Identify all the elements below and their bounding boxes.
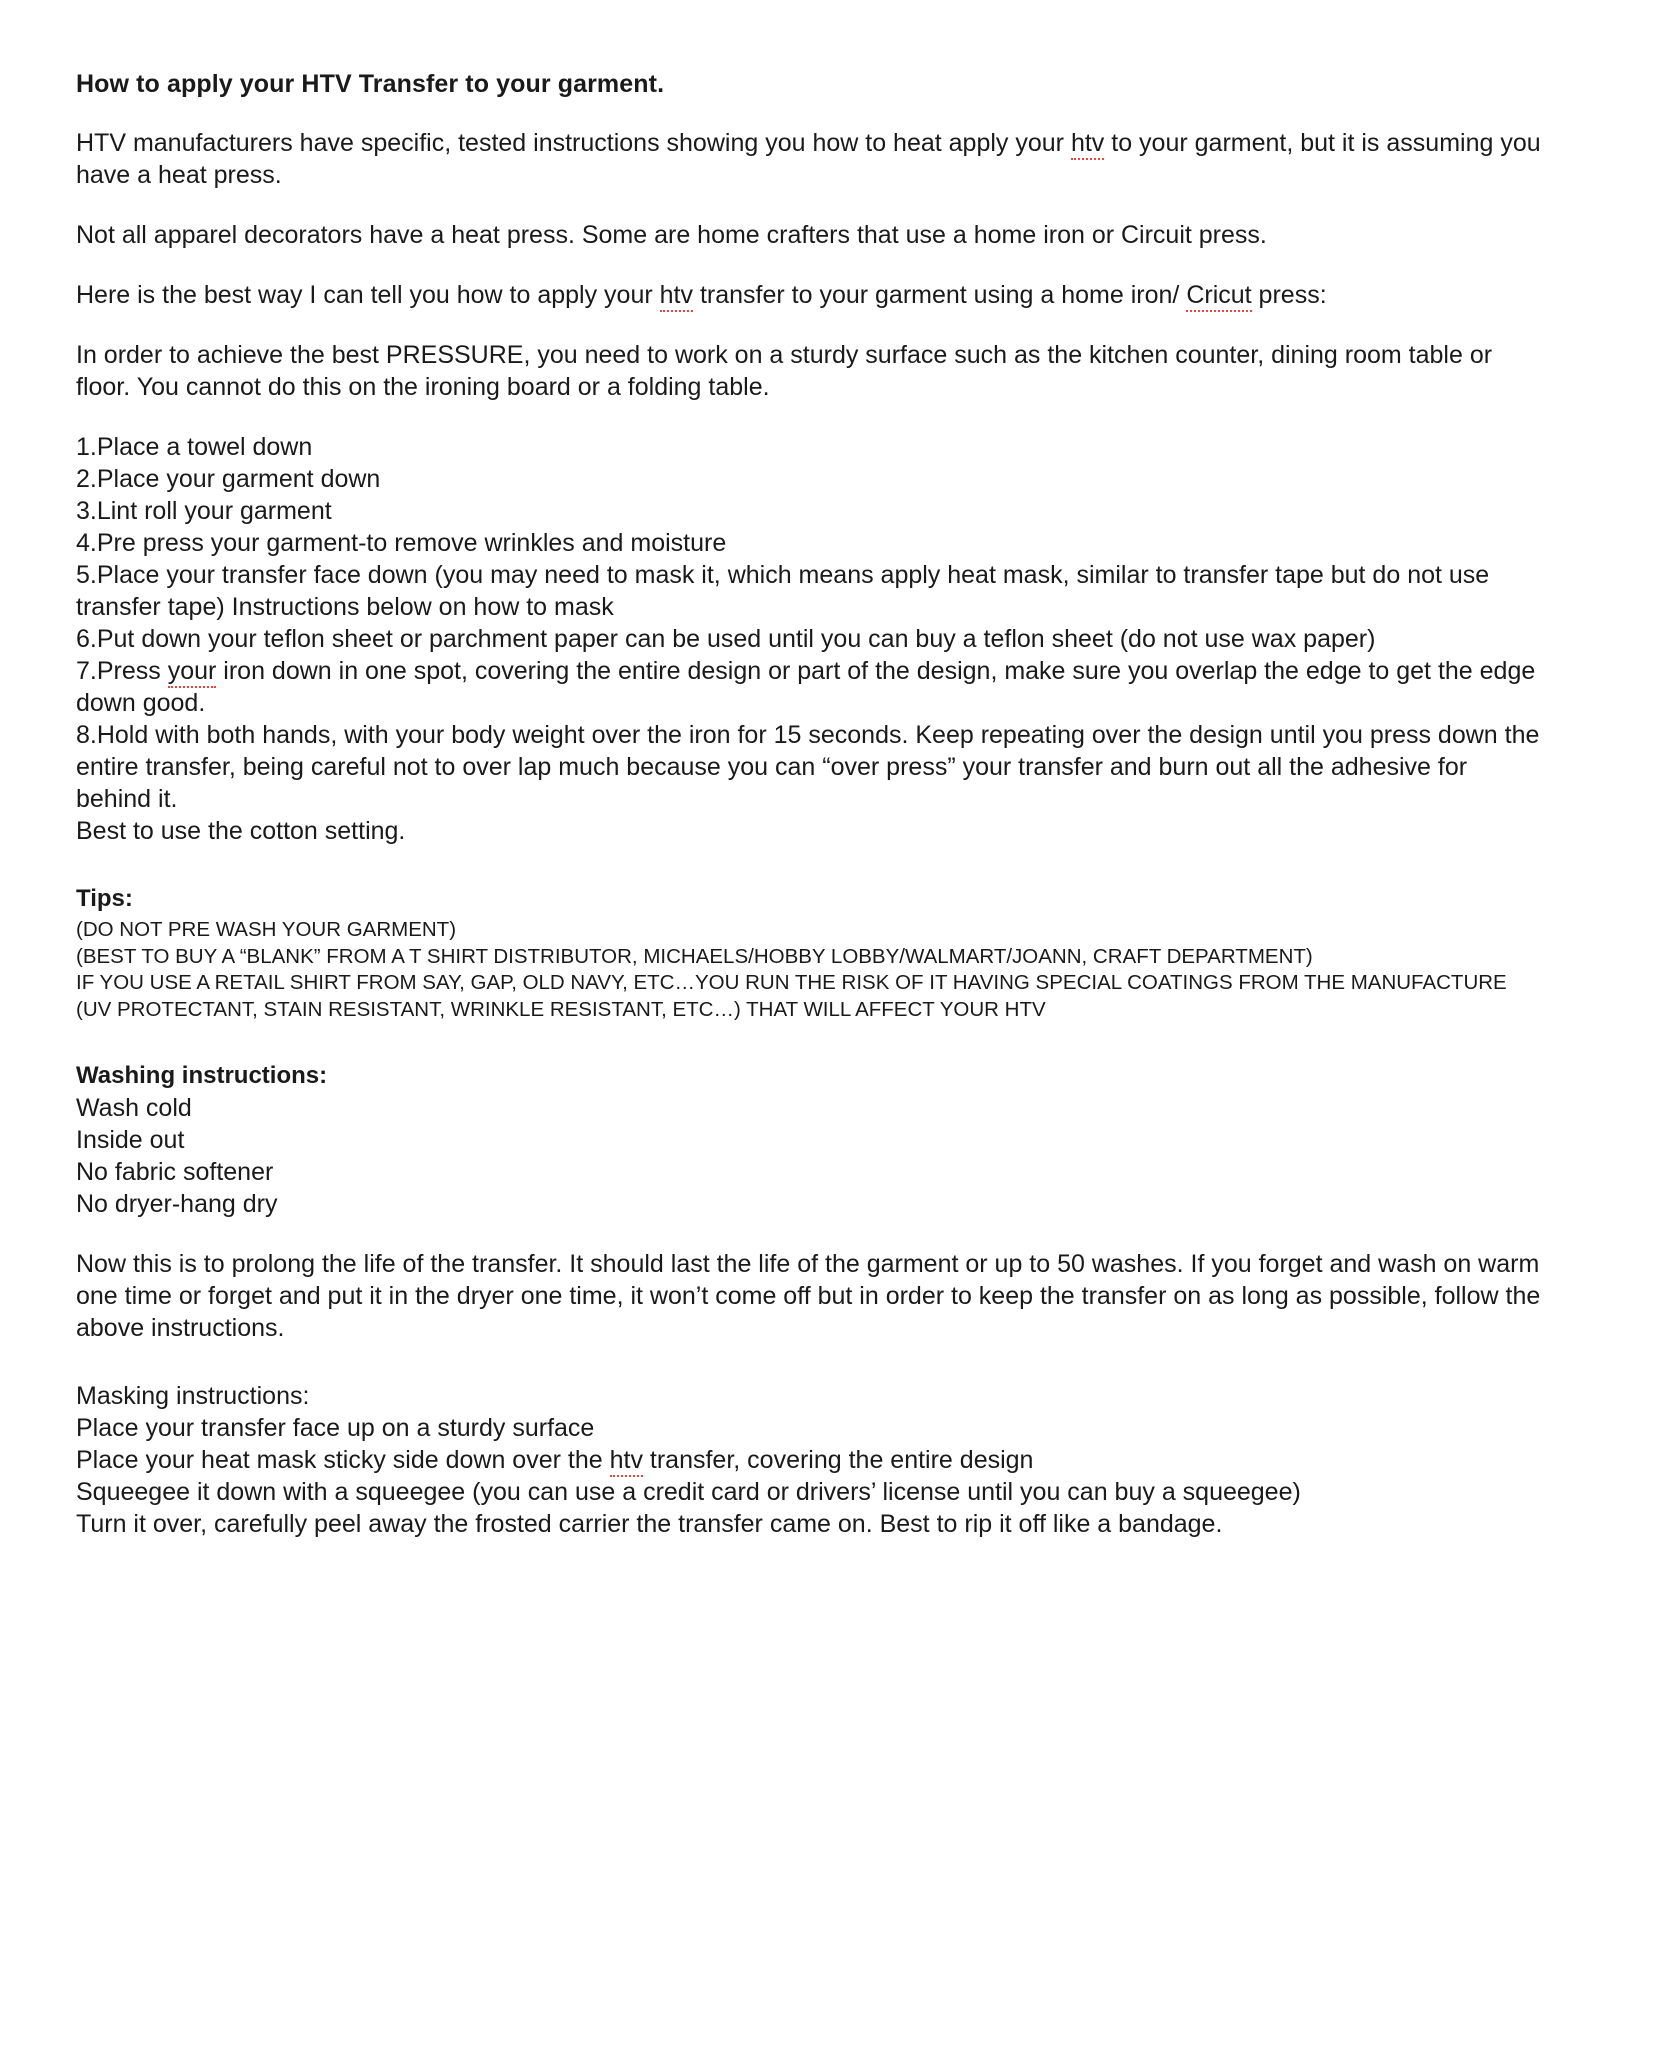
misspelled-word-htv: htv [1071, 129, 1104, 160]
list-item: 6.Put down your teflon sheet or parchment paper can be used until you can buy a teflon sheet (do not use wax paper) [76, 625, 1376, 653]
list-item: Turn it over, carefully peel away the frosted carrier the transfer came on. Best to rip it off like a bandage. [76, 1509, 1223, 1538]
list-item: Squeegee it down with a squeegee (you can use a credit card or drivers’ license until you can buy a squeegee) [76, 1477, 1301, 1506]
list-item: 5.Place your transfer face down (you may need to mask it, which means apply heat mask, similar to transfer tape but do not use transfer tape) Instructions below on how to mask [76, 561, 1490, 621]
list-item: (BEST TO BUY A “BLANK” FROM A T SHIRT DISTRIBUTOR, MICHAELS/HOBBY LOBBY/WALMART/JOANN, CRAFT DEPARTMENT) [76, 944, 1313, 968]
masking-instructions-heading: Masking instructions: [76, 1381, 310, 1410]
intro-paragraph-2: Not all apparel decorators have a heat press. Some are home crafters that use a home iron or Circuit press. [76, 221, 1267, 249]
misspelled-word-htv: htv [610, 1446, 643, 1477]
list-item: Place your transfer face up on a sturdy surface [76, 1413, 595, 1442]
list-item: (DO NOT PRE WASH YOUR GARMENT) [76, 918, 457, 941]
list-item: IF YOU USE A RETAIL SHIRT FROM SAY, GAP, OLD NAVY, ETC…YOU RUN THE RISK OF IT HAVING SPECIAL COATINGS FROM THE MANUFACTURE (UV PROTECTANT, STAIN RESISTANT, WRINKLE RESISTANT, ETC…) THAT WILL AFFECT YOUR HTV [76, 971, 1507, 1021]
tips-list [76, 917, 1546, 1024]
misspelled-word-your: your [168, 657, 217, 688]
washing-instructions-heading: Washing instructions: [76, 1061, 328, 1089]
masking-instructions-list [76, 1412, 1546, 1540]
list-item: 7.Press your iron down in one spot, covering the entire design or part of the design, make sure you overlap the edge to get the edge down good. [76, 657, 1536, 717]
list-item: Inside out [76, 1125, 185, 1154]
list-item: No dryer-hang dry [76, 1189, 278, 1218]
list-item: 8.Hold with both hands, with your body weight over the iron for 15 seconds. Keep repeating over the design until you press down the entire transfer, being careful not to over lap much because you can “over press” your transfer and burn out all the adhesive for behind it. [76, 721, 1540, 813]
list-item: Best to use the cotton setting. [76, 817, 406, 845]
intro-paragraph-3: Here is the best way I can tell you how to apply your htv transfer to your garment using a home iron/ Cricut press: [76, 279, 1546, 311]
list-item: 3.Lint roll your garment [76, 497, 332, 525]
list-item: 4.Pre press your garment-to remove wrinkles and moisture [76, 529, 727, 557]
misspelled-word-cricut: Cricut [1186, 281, 1251, 312]
list-item: Wash cold [76, 1093, 192, 1122]
document-body [76, 70, 1546, 1540]
list-item: Place your heat mask sticky side down over the htv transfer, covering the entire design [76, 1444, 1546, 1476]
intro-paragraph-4: In order to achieve the best PRESSURE, you need to work on a sturdy surface such as the kitchen counter, dining room table or floor. You cannot do this on the ironing board or a folding table. [76, 341, 1493, 401]
intro-paragraph-1: HTV manufacturers have specific, tested instructions showing you how to heat apply your htv to your garment, but it is assuming you have a heat press. [76, 129, 1541, 189]
misspelled-word-htv: htv [660, 281, 693, 312]
list-item: 2.Place your garment down [76, 465, 381, 493]
list-item: 1.Place a towel down [76, 433, 313, 461]
prolong-paragraph: Now this is to prolong the life of the transfer. It should last the life of the garment or up to 50 washes. If you forget and wash on warm one time or forget and put it in the dryer one time, it won’t come off but in order to keep the transfer on as long as possible, follow the above instructions. [76, 1249, 1541, 1342]
washing-instructions-list [76, 1092, 1546, 1220]
steps-list [76, 431, 1546, 847]
page-title: How to apply your HTV Transfer to your garment. [76, 70, 665, 98]
list-item: No fabric softener [76, 1157, 274, 1186]
tips-heading: Tips: [76, 885, 133, 912]
